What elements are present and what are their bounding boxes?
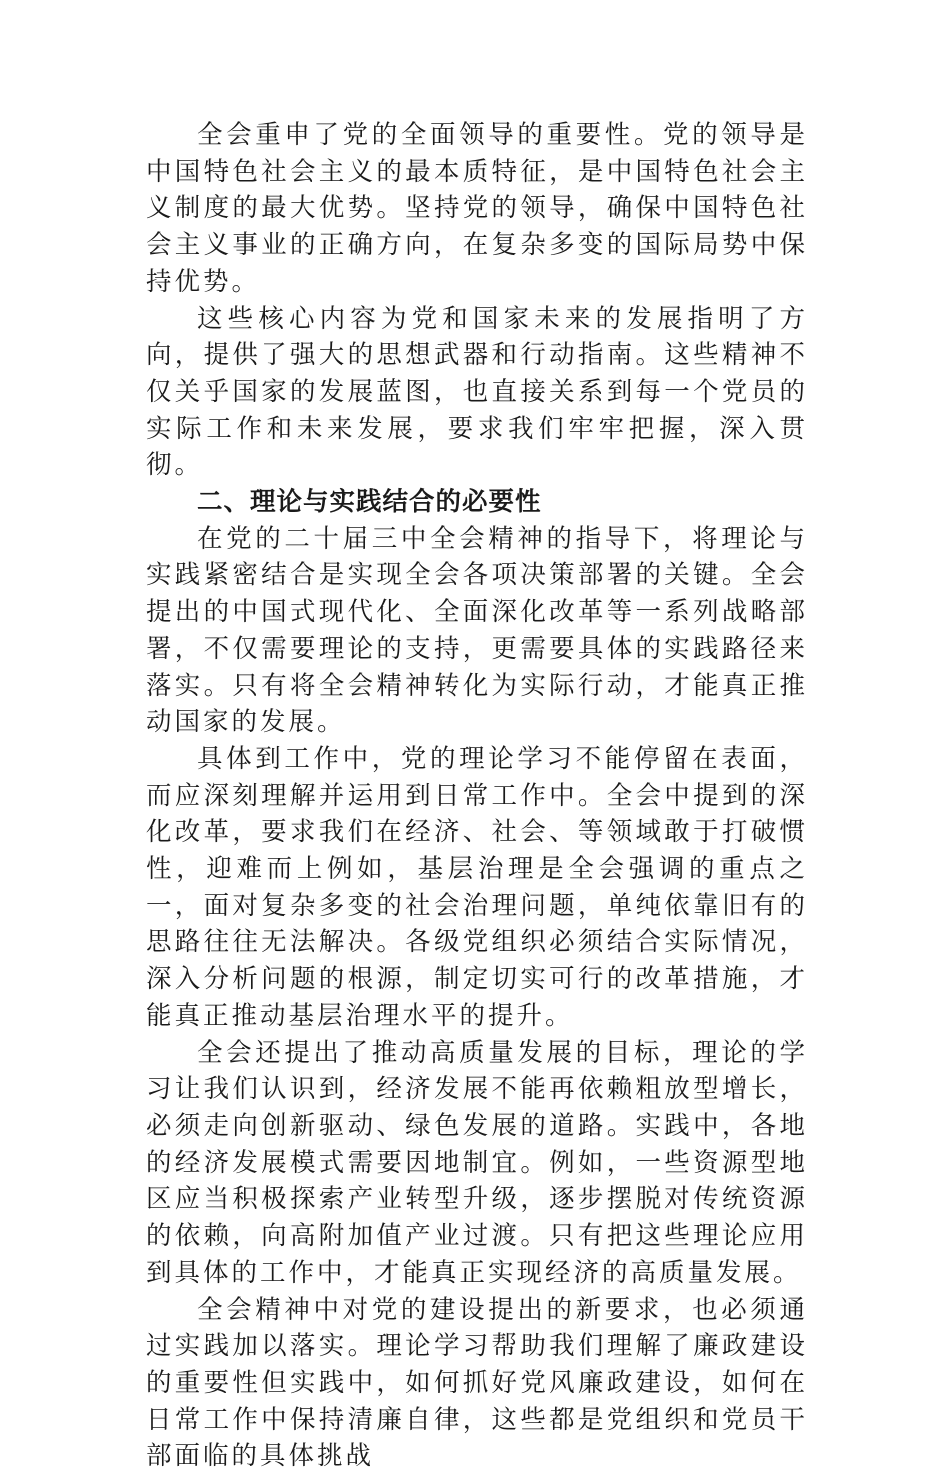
document-page xyxy=(146,117,808,1475)
paragraph-theory-practice: 在党的二十届三中全会精神的指导下，将理论与实践紧密结合是实现全会各项决策部署的关键。全会提出的中国式现代化、全面深化改革等一系列战略部署，不仅需要理论的支持，更需要具体的实践路径来落实。只有将全会精神转化为实际行动，才能真正推动国家的发展。 xyxy=(146,521,808,741)
paragraph-party-leadership: 全会重申了党的全面领导的重要性。党的领导是中国特色社会主义的最本质特征，是中国特色社会主义制度的最大优势。坚持党的领导，确保中国特色社会主义事业的正确方向，在复杂多变的国际局势中保持优势。 xyxy=(146,117,808,301)
paragraph-high-quality-development: 全会还提出了推动高质量发展的目标，理论的学习让我们认识到，经济发展不能再依赖粗放型增长，必须走向创新驱动、绿色发展的道路。实践中，各地的经济发展模式需要因地制宜。例如，一些资源型地区应当积极探索产业转型升级，逐步摆脱对传统资源的依赖，向高附加值产业过渡。只有把这些理论应用到具体的工作中，才能真正实现经济的高质量发展。 xyxy=(146,1035,808,1292)
paragraph-work-application: 具体到工作中，党的理论学习不能停留在表面，而应深刻理解并运用到日常工作中。全会中提到的深化改革，要求我们在经济、社会、等领域敢于打破惯性，迎难而上例如，基层治理是全会强调的重点之一，面对复杂多变的社会治理问题，单纯依靠旧有的思路往往无法解决。各级党组织必须结合实际情况，深入分析问题的根源，制定切实可行的改革措施，才能真正推动基层治理水平的提升。 xyxy=(146,741,808,1035)
paragraph-core-content: 这些核心内容为党和国家未来的发展指明了方向，提供了强大的思想武器和行动指南。这些精神不仅关乎国家的发展蓝图，也直接关系到每一个党员的实际工作和未来发展，要求我们牢牢把握，深入贯彻。 xyxy=(146,301,808,485)
paragraph-party-building: 全会精神中对党的建设提出的新要求，也必须通过实践加以落实。理论学习帮助我们理解了廉政建设的重要性但实践中，如何抓好党风廉政建设，如何在日常工作中保持清廉自律，这些都是党组织和党员干部面临的具体挑战 xyxy=(146,1292,808,1475)
section-heading: 二、理论与实践结合的必要性 xyxy=(146,484,808,521)
